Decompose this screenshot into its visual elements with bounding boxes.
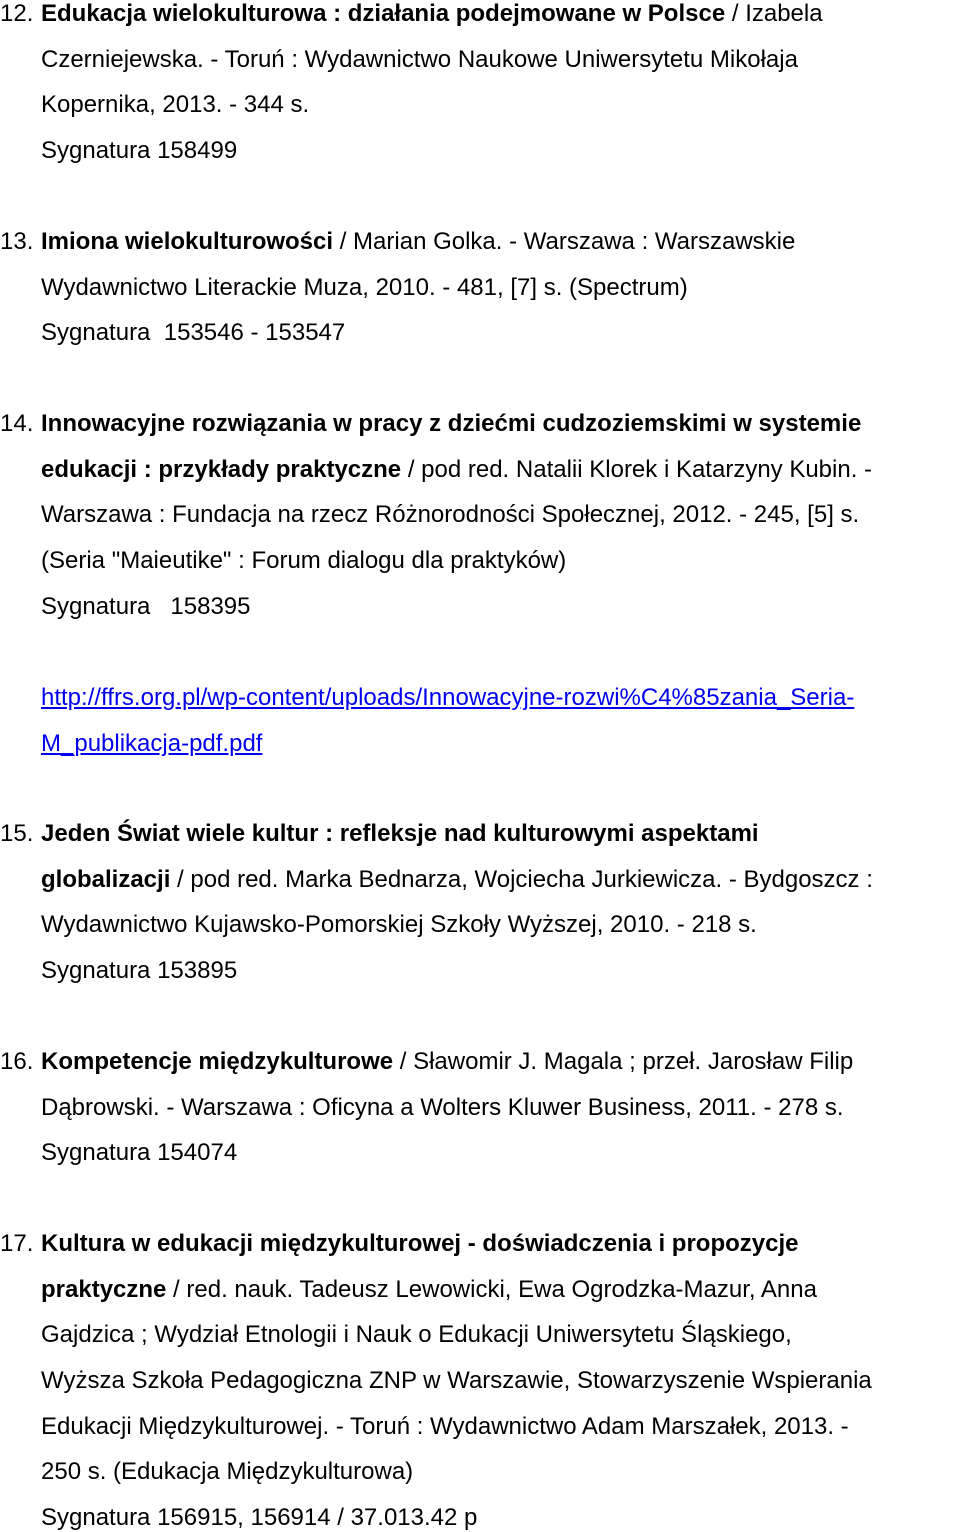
entry-details: Wydawnictwo Kujawsko-Pomorskiej Szkoły Wyższej, 2010. - 218 s. (41, 911, 757, 938)
entry-title: Imiona wielokulturowości (41, 228, 334, 255)
entry-title: praktyczne (41, 1276, 167, 1303)
entry-line (41, 137, 237, 165)
entry-number: 14. (0, 410, 34, 437)
entry-line (41, 820, 759, 848)
entry-line (41, 501, 859, 529)
entry-line (41, 274, 688, 302)
entry-details: / pod red. Natalii Klorek i Katarzyny Kubin. - (401, 456, 873, 483)
entry-title: edukacji : przykłady praktyczne (41, 456, 402, 483)
entry-details: Sygnatura 158499 (41, 137, 238, 164)
entry-line (41, 866, 873, 894)
entry-details: Dąbrowski. - Warszawa : Oficyna a Wolters Kluwer Business, 2011. - 278 s. (41, 1094, 844, 1121)
entry-line (41, 1367, 872, 1395)
pdf-link[interactable]: http://ffrs.org.pl/wp-content/uploads/Innowacyjne-rozwi%C4%85zania_Seria- (41, 684, 855, 711)
entry-details: / Izabela (725, 0, 823, 27)
entry-line (41, 319, 345, 347)
entry-line (41, 228, 795, 256)
entry-details: Wyższa Szkoła Pedagogiczna ZNP w Warszawie, Stowarzyszenie Wspierania (41, 1367, 872, 1394)
entry-line (41, 1139, 237, 1167)
entry-line (41, 410, 861, 438)
entry-line (41, 957, 237, 985)
entry-title: Kultura w edukacji międzykulturowej - doświadczenia i propozycje (41, 1230, 799, 1257)
entry-title: Edukacja wielokulturowa : działania podejmowane w Polsce (41, 0, 726, 27)
entry-details: Czerniejewska. - Toruń : Wydawnictwo Naukowe Uniwersytetu Mikołaja (41, 46, 798, 73)
entry-details: Sygnatura 153895 (41, 957, 238, 984)
entry-number: 17. (0, 1230, 34, 1257)
entry-details: (Seria "Maieutike" : Forum dialogu dla praktyków) (41, 547, 567, 574)
entry-line (41, 547, 566, 575)
entry-line (41, 91, 309, 119)
entry-details: Sygnatura 158395 (41, 593, 251, 620)
entry-details: Sygnatura 153546 - 153547 (41, 319, 346, 346)
entry-line (41, 1094, 844, 1122)
entry-details: Sygnatura 156915, 156914 / 37.013.42 p (41, 1504, 478, 1531)
entry-title: Kompetencje międzykulturowe (41, 1048, 394, 1075)
entry-title: Innowacyjne rozwiązania w pracy z dziećmi cudzoziemskimi w systemie (41, 410, 862, 437)
entry-details: Sygnatura 154074 (41, 1139, 238, 1166)
pdf-link[interactable]: M_publikacja-pdf.pdf (41, 730, 263, 757)
entry-number: 13. (0, 228, 34, 255)
entry-line (41, 593, 251, 621)
entry-line (41, 1276, 817, 1304)
entry-details: / red. nauk. Tadeusz Lewowicki, Ewa Ogrodzka-Mazur, Anna (166, 1276, 817, 1303)
entry-details: / Sławomir J. Magala ; przeł. Jarosław Filip (393, 1048, 854, 1075)
entry-number: 12. (0, 0, 34, 27)
entry-details: Kopernika, 2013. - 344 s. (41, 91, 310, 118)
entry-details: Edukacji Międzykulturowej. - Toruń : Wydawnictwo Adam Marszałek, 2013. - (41, 1413, 849, 1440)
entry-line (41, 0, 823, 28)
entry-details: / pod red. Marka Bednarza, Wojciecha Jurkiewicza. - Bydgoszcz : (170, 866, 873, 893)
entry-details: Wydawnictwo Literackie Muza, 2010. - 481, [7] s. (Spectrum) (41, 274, 688, 301)
entry-line (41, 1048, 853, 1076)
entry-details: 250 s. (Edukacja Międzykulturowa) (41, 1458, 414, 1485)
entry-number: 15. (0, 820, 34, 847)
entry-number: 16. (0, 1048, 34, 1075)
entry-line (41, 456, 872, 484)
entry-title: Jeden Świat wiele kultur : refleksje nad kulturowymi aspektami (41, 820, 759, 847)
entry-line (41, 1458, 413, 1486)
entry-line (41, 1504, 477, 1532)
entry-title: globalizacji (41, 866, 171, 893)
entry-line (41, 911, 757, 939)
entry-line (41, 46, 798, 74)
entry-details: / Marian Golka. - Warszawa : Warszawskie (333, 228, 796, 255)
entry-line (41, 1321, 792, 1349)
entry-details: Gajdzica ; Wydział Etnologii i Nauk o Edukacji Uniwersytetu Śląskiego, (41, 1321, 792, 1348)
entry-details: Warszawa : Fundacja na rzecz Różnorodności Społecznej, 2012. - 245, [5] s. (41, 501, 860, 528)
entry-line (41, 1413, 849, 1441)
entry-line (41, 1230, 799, 1258)
